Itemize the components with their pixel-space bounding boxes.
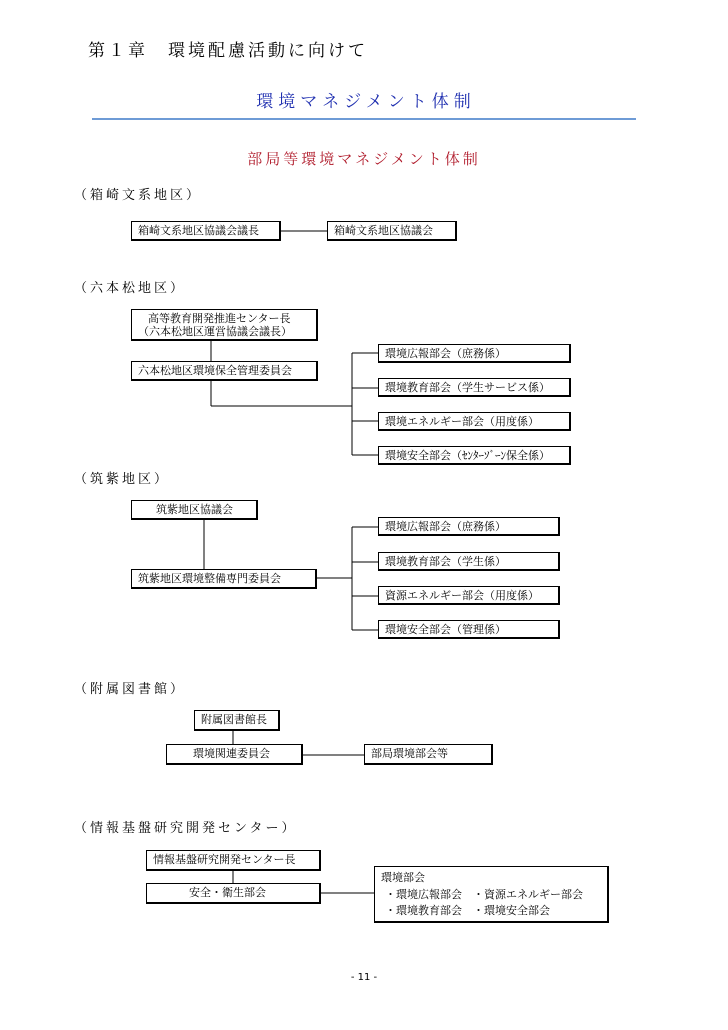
org-box-chikushi-dept-3: 資源エネルギー部会（用度係） <box>378 586 560 605</box>
org-box-library-committee: 環境関連委員会 <box>166 744 303 765</box>
org-box-ri2-env-line2: ・環境教育部会 ・環境安全部会 <box>385 904 550 917</box>
org-box-ri2-env <box>374 866 609 923</box>
section-heading-hakozaki: （箱崎文系地区） <box>74 188 203 203</box>
page-number: - 11 - <box>350 972 378 983</box>
org-box-chikushi-dept-4: 環境安全部会（管理係） <box>378 620 560 639</box>
section-heading-ropponmatsu: （六本松地区） <box>74 281 187 296</box>
org-box-label-line1: 高等教育開発推進センター長 <box>148 312 291 325</box>
org-box-hakozaki-council: 箱崎文系地区協議会 <box>327 221 457 241</box>
org-box-ropponmatsu-dept-1: 環境広報部会（庶務係） <box>378 344 571 363</box>
org-box-ri2-director: 情報基盤研究開発センター長 <box>146 850 321 871</box>
title-divider <box>92 118 636 120</box>
org-box-library-director: 附属図書館長 <box>194 710 280 731</box>
section-title: 部局等環境マネジメント体制 <box>247 150 481 168</box>
org-box-chikushi-council: 筑紫地区協議会 <box>131 500 258 520</box>
org-box-ropponmatsu-center-head <box>131 309 318 341</box>
section-heading-chikushi: （筑紫地区） <box>74 472 171 487</box>
section-heading-ri2: （情報基盤研究開発センター） <box>74 821 298 836</box>
org-box-chikushi-dept-2: 環境教育部会（学生係） <box>378 552 560 571</box>
page-title: 環境マネジメント体制 <box>256 92 476 112</box>
org-box-ri2-env-line1: ・環境広報部会 ・資源エネルギー部会 <box>385 887 583 901</box>
org-box-label-line2: （六本松地区運営協議会議長） <box>138 325 292 339</box>
org-box-ropponmatsu-dept-4: 環境安全部会（ｾﾝﾀｰｿﾞｰﾝ保全係） <box>378 446 571 465</box>
org-box-ropponmatsu-committee: 六本松地区環境保全管理委員会 <box>131 361 318 381</box>
org-box-ri2-safety: 安全・衛生部会 <box>146 883 321 904</box>
org-box-library-dept: 部局環境部会等 <box>364 744 493 765</box>
section-heading-library: （附属図書館） <box>74 682 187 697</box>
org-box-ropponmatsu-dept-3: 環境エネルギー部会（用度係） <box>378 412 571 431</box>
org-box-chikushi-committee: 筑紫地区環境整備専門委員会 <box>131 569 317 589</box>
chapter-heading: 第１章 環境配慮活動に向けて <box>88 41 368 61</box>
org-box-hakozaki-chair: 箱崎文系地区協議会議長 <box>131 221 281 241</box>
org-box-chikushi-dept-1: 環境広報部会（庶務係） <box>378 517 560 536</box>
org-box-ropponmatsu-dept-2: 環境教育部会（学生サービス係） <box>378 378 571 397</box>
org-box-ri2-env-title: 環境部会 <box>381 871 425 884</box>
